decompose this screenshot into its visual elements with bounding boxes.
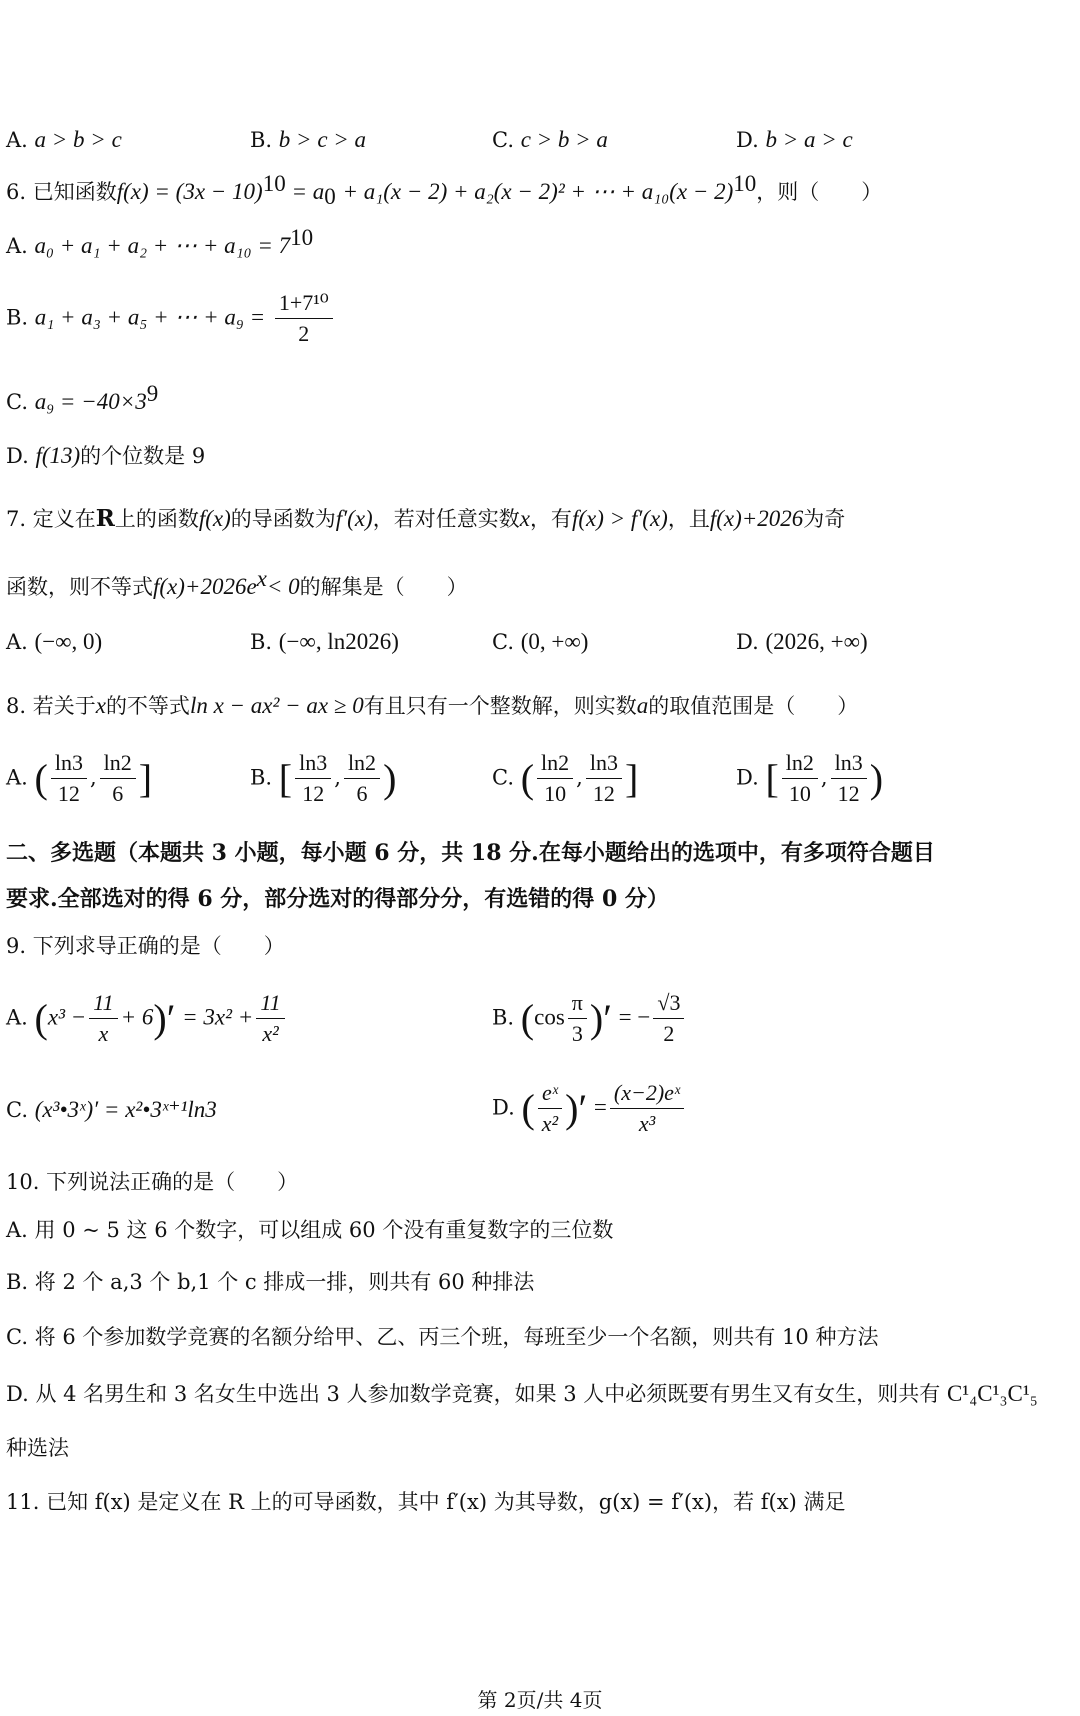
option-label: B.	[250, 630, 273, 654]
option-label: A.	[6, 630, 28, 654]
section-heading-line2: 要求.全部选对的得 6 分，部分选对的得部分分，有选错的得 0 分）	[6, 886, 669, 912]
stem-text: 的不等式	[105, 694, 190, 718]
q9-option-a	[6, 990, 288, 1048]
option-label: B.	[492, 1005, 515, 1030]
stem-text: 8. 若关于	[6, 694, 96, 718]
fraction-denominator: 10	[544, 781, 567, 807]
stem-symbol: R	[95, 505, 115, 532]
q10-option-c: C. 将 6 个参加数学竞赛的名额分给甲、乙、丙三个班，每班至少一个名额，则共有 10 种方法	[6, 1325, 879, 1349]
stem-math: a	[636, 693, 649, 718]
stem-text: 函数，则不等式	[6, 575, 153, 599]
fraction-numerator: ln2	[344, 750, 380, 779]
q5-option-a	[6, 126, 122, 154]
q8-option-c: C. ( $\frac{\ln 2}{10}$ , $\frac{\ln 3}{12}$ ]	[492, 750, 639, 807]
paren-left: (	[520, 995, 535, 1041]
fraction	[100, 750, 136, 808]
q9-option-c	[6, 1096, 217, 1124]
fraction-numerator: 11	[256, 990, 284, 1019]
fraction	[831, 750, 867, 808]
stem-math: + a₁(x − 2) + a₂(x − 2)² + ⋯ + a₁₀(x − 2)	[342, 179, 734, 204]
stem-math: f(x) > f′(x)	[571, 506, 668, 531]
option-math: cos	[534, 1004, 565, 1030]
stem-text: 的取值范围是（ ）	[648, 694, 859, 718]
bracket-left: [	[765, 755, 779, 801]
bracket-right: )	[869, 755, 884, 801]
fraction	[256, 990, 284, 1048]
bracket-left: (	[34, 755, 48, 801]
paren-left: (	[34, 995, 48, 1041]
stem-math: f′(x)	[335, 506, 373, 531]
fraction-denominator: x²	[541, 1111, 559, 1137]
q5-option-b	[250, 126, 366, 154]
option-label: D.	[736, 765, 759, 790]
stem-math: x	[519, 506, 530, 531]
stem-exponent: 10	[262, 171, 286, 196]
fraction-denominator: 12	[592, 781, 615, 807]
fraction	[89, 990, 117, 1048]
option-expression: (−∞, 0)	[34, 629, 103, 654]
option-expression: a₁ + a₃ + a₅ + ⋯ + a₉ =	[34, 304, 266, 330]
fraction-numerator: eˣ	[538, 1080, 562, 1109]
fraction-numerator: (x−2)eˣ	[610, 1080, 684, 1109]
q8-option-a: A. ( $\frac{\ln 3}{12}$ , $\frac{\ln 2}{6}$ ]	[6, 750, 153, 807]
fraction	[610, 1080, 684, 1138]
stem-text: 有且只有一个整数解，则实数	[363, 694, 637, 718]
q6-option-a	[6, 224, 313, 260]
fraction	[51, 750, 87, 808]
q5-option-c	[492, 126, 608, 154]
fraction	[295, 750, 331, 808]
bracket-right: ]	[624, 755, 639, 801]
paren-left: (	[521, 1085, 535, 1131]
stem-text: ，且	[667, 507, 710, 531]
option-label: B.	[6, 305, 29, 330]
q10-option-d-line2: 种选法	[6, 1436, 69, 1460]
paren-right: )′	[153, 995, 176, 1041]
stem-subscript: 0	[324, 184, 336, 210]
fraction-numerator: 1+7¹⁰	[275, 290, 333, 319]
option-text: D. 从 4 名男生和 3 名女生中选出 3 人参加数学竞赛，如果 3 人中必须既要有男生又有女生，则共有	[6, 1382, 941, 1406]
stem-exponent: x	[256, 566, 267, 591]
q7-option-d	[736, 628, 868, 656]
option-expression: a₀ + a₁ + a₂ + ⋯ + a₁₀ = 7	[34, 233, 291, 258]
fraction-denominator: x³	[638, 1111, 656, 1137]
fraction-numerator: ln2	[782, 750, 818, 779]
fraction-denominator: x²	[262, 1021, 279, 1047]
fraction-denominator: 12	[837, 781, 860, 807]
q8-option-b: B. [ $\frac{\ln 3}{12}$ , $\frac{\ln 2}{6}$ )	[250, 750, 397, 807]
option-exponent: 9	[146, 381, 159, 406]
option-text: 的个位数是 9	[80, 444, 206, 468]
fraction-numerator: π	[568, 990, 587, 1019]
bracket-right: )	[383, 755, 397, 801]
option-expression: (−∞, ln2026)	[278, 629, 399, 654]
stem-math: < 0	[266, 574, 300, 599]
q6-option-c	[6, 380, 158, 416]
paren-right: )′	[589, 995, 612, 1041]
q10-option-d-line1	[6, 1380, 1038, 1408]
option-expression: a > b > c	[34, 127, 122, 152]
fraction-denominator: 2	[663, 1021, 675, 1047]
option-expression: (2026, +∞)	[765, 629, 868, 654]
section-heading-line1: 二、多选题（本题共 3 小题，每小题 6 分，共 18 分.在每小题给出的选项中，有多项符合题目	[6, 840, 935, 866]
option-expression: (0, +∞)	[520, 629, 589, 654]
option-label: D.	[736, 630, 759, 654]
q6-stem	[6, 170, 882, 211]
stem-text: ，有	[529, 507, 572, 531]
option-expression: b > c > a	[278, 127, 367, 152]
option-math: = −	[618, 1004, 651, 1030]
stem-text: ，若对任意实数	[372, 507, 520, 531]
q9-option-d	[492, 1080, 687, 1138]
option-label: A.	[6, 128, 28, 152]
option-math: x³ −	[47, 1004, 87, 1030]
fraction-numerator: ln2	[537, 750, 573, 779]
q6-option-b	[6, 290, 336, 348]
stem-math: f(x)+2026e	[153, 574, 257, 599]
bracket-left: (	[520, 755, 535, 801]
q10-option-b: B. 将 2 个 a,3 个 b,1 个 c 排成一排，则共有 60 种排法	[6, 1270, 535, 1294]
fraction-numerator: ln3	[831, 750, 867, 779]
stem-math: f(x)	[198, 506, 231, 531]
stem-text: 为奇	[803, 507, 846, 531]
option-label: D.	[6, 444, 29, 468]
option-exponent: 10	[290, 225, 314, 250]
fraction-denominator: 6	[356, 781, 368, 807]
stem-text: 7. 定义在	[6, 507, 96, 531]
option-label: C.	[6, 1098, 28, 1122]
paren-right: )′	[565, 1085, 588, 1131]
stem-text: 上的函数	[114, 507, 199, 531]
fraction-numerator: ln3	[586, 750, 622, 779]
option-math: =	[593, 1094, 607, 1120]
option-expression: c > b > a	[520, 127, 608, 152]
stem-math: x	[95, 693, 106, 718]
option-label: A.	[6, 234, 28, 258]
bracket-left: [	[278, 755, 293, 801]
stem-exponent: 10	[733, 171, 757, 196]
option-fraction	[275, 290, 333, 348]
fraction-denominator: 12	[302, 781, 325, 807]
fraction	[538, 1080, 562, 1138]
bracket-right: ]	[138, 755, 153, 801]
option-expression: (x³•3ˣ)′ = x²•3ˣ⁺¹ln3	[34, 1097, 217, 1122]
fraction-denominator: 2	[298, 321, 310, 347]
fraction-denominator: 10	[788, 781, 811, 807]
q8-stem	[6, 692, 858, 720]
fraction	[344, 750, 380, 808]
stem-text: 6. 已知函数	[6, 180, 117, 204]
option-math: + 6	[120, 1004, 154, 1030]
option-label: C.	[492, 765, 514, 790]
fraction	[586, 750, 622, 808]
fraction	[568, 990, 587, 1048]
stem-text: 的导函数为	[230, 507, 336, 531]
q9-stem: 9. 下列求导正确的是（ ）	[6, 934, 285, 958]
fraction-denominator: 12	[57, 781, 80, 807]
fraction	[653, 990, 684, 1048]
option-label: A.	[6, 1005, 28, 1030]
q5-option-d	[736, 126, 853, 154]
fraction-numerator: √3	[653, 990, 684, 1019]
stem-math: f(x)+2026	[709, 506, 804, 531]
q7-option-a	[6, 628, 102, 656]
fraction	[537, 750, 573, 808]
q10-stem: 10. 下列说法正确的是（ ）	[6, 1170, 299, 1194]
fraction-numerator: 11	[89, 990, 117, 1019]
fraction-denominator: x	[98, 1021, 109, 1047]
q9-option-b	[492, 990, 687, 1048]
page-footer: 第 2页/共 4页	[477, 1688, 603, 1712]
q7-option-b	[250, 628, 399, 656]
option-label: C.	[6, 390, 28, 414]
option-label: B.	[250, 765, 273, 790]
stem-text: ，则（ ）	[756, 180, 883, 204]
option-expression: f(13)	[35, 443, 81, 468]
option-label: C.	[492, 630, 514, 654]
option-label: C.	[492, 128, 514, 152]
option-label: A.	[6, 765, 28, 790]
option-label: D.	[492, 1095, 515, 1120]
stem-text: 的解集是（ ）	[299, 575, 468, 599]
option-label: B.	[250, 128, 273, 152]
stem-math: f(x) = (3x − 10)	[116, 179, 263, 204]
stem-math: ln x − ax² − ax ≥ 0	[189, 693, 364, 718]
stem-math: = a	[285, 179, 325, 204]
option-expression: a₉ = −40×3	[34, 389, 147, 414]
q8-option-d: D. [ $\frac{\ln 2}{10}$ , $\frac{\ln 3}{12}$ )	[736, 750, 884, 807]
option-label: D.	[736, 128, 759, 152]
q7-option-c	[492, 628, 588, 656]
fraction-numerator: ln3	[51, 750, 87, 779]
q6-option-d	[6, 442, 205, 470]
option-expression: b > a > c	[765, 127, 853, 152]
q7-stem-line1	[6, 505, 845, 533]
option-math: = 3x² +	[182, 1004, 254, 1030]
fraction-denominator: 3	[571, 1021, 583, 1047]
fraction-numerator: ln2	[100, 750, 136, 779]
q7-stem-line2	[6, 565, 468, 601]
fraction-numerator: ln3	[295, 750, 331, 779]
option-math: C¹₄C¹₃C¹₅	[946, 1381, 1038, 1406]
q11-stem: 11. 已知 f(x) 是定义在 R 上的可导函数，其中 f′(x) 为其导数，g(x) = f′(x)，若 f(x) 满足	[6, 1490, 846, 1514]
fraction-denominator: 6	[112, 781, 124, 807]
fraction	[782, 750, 818, 808]
q10-option-a: A. 用 0 ~ 5 这 6 个数字，可以组成 60 个没有重复数字的三位数	[6, 1218, 614, 1242]
